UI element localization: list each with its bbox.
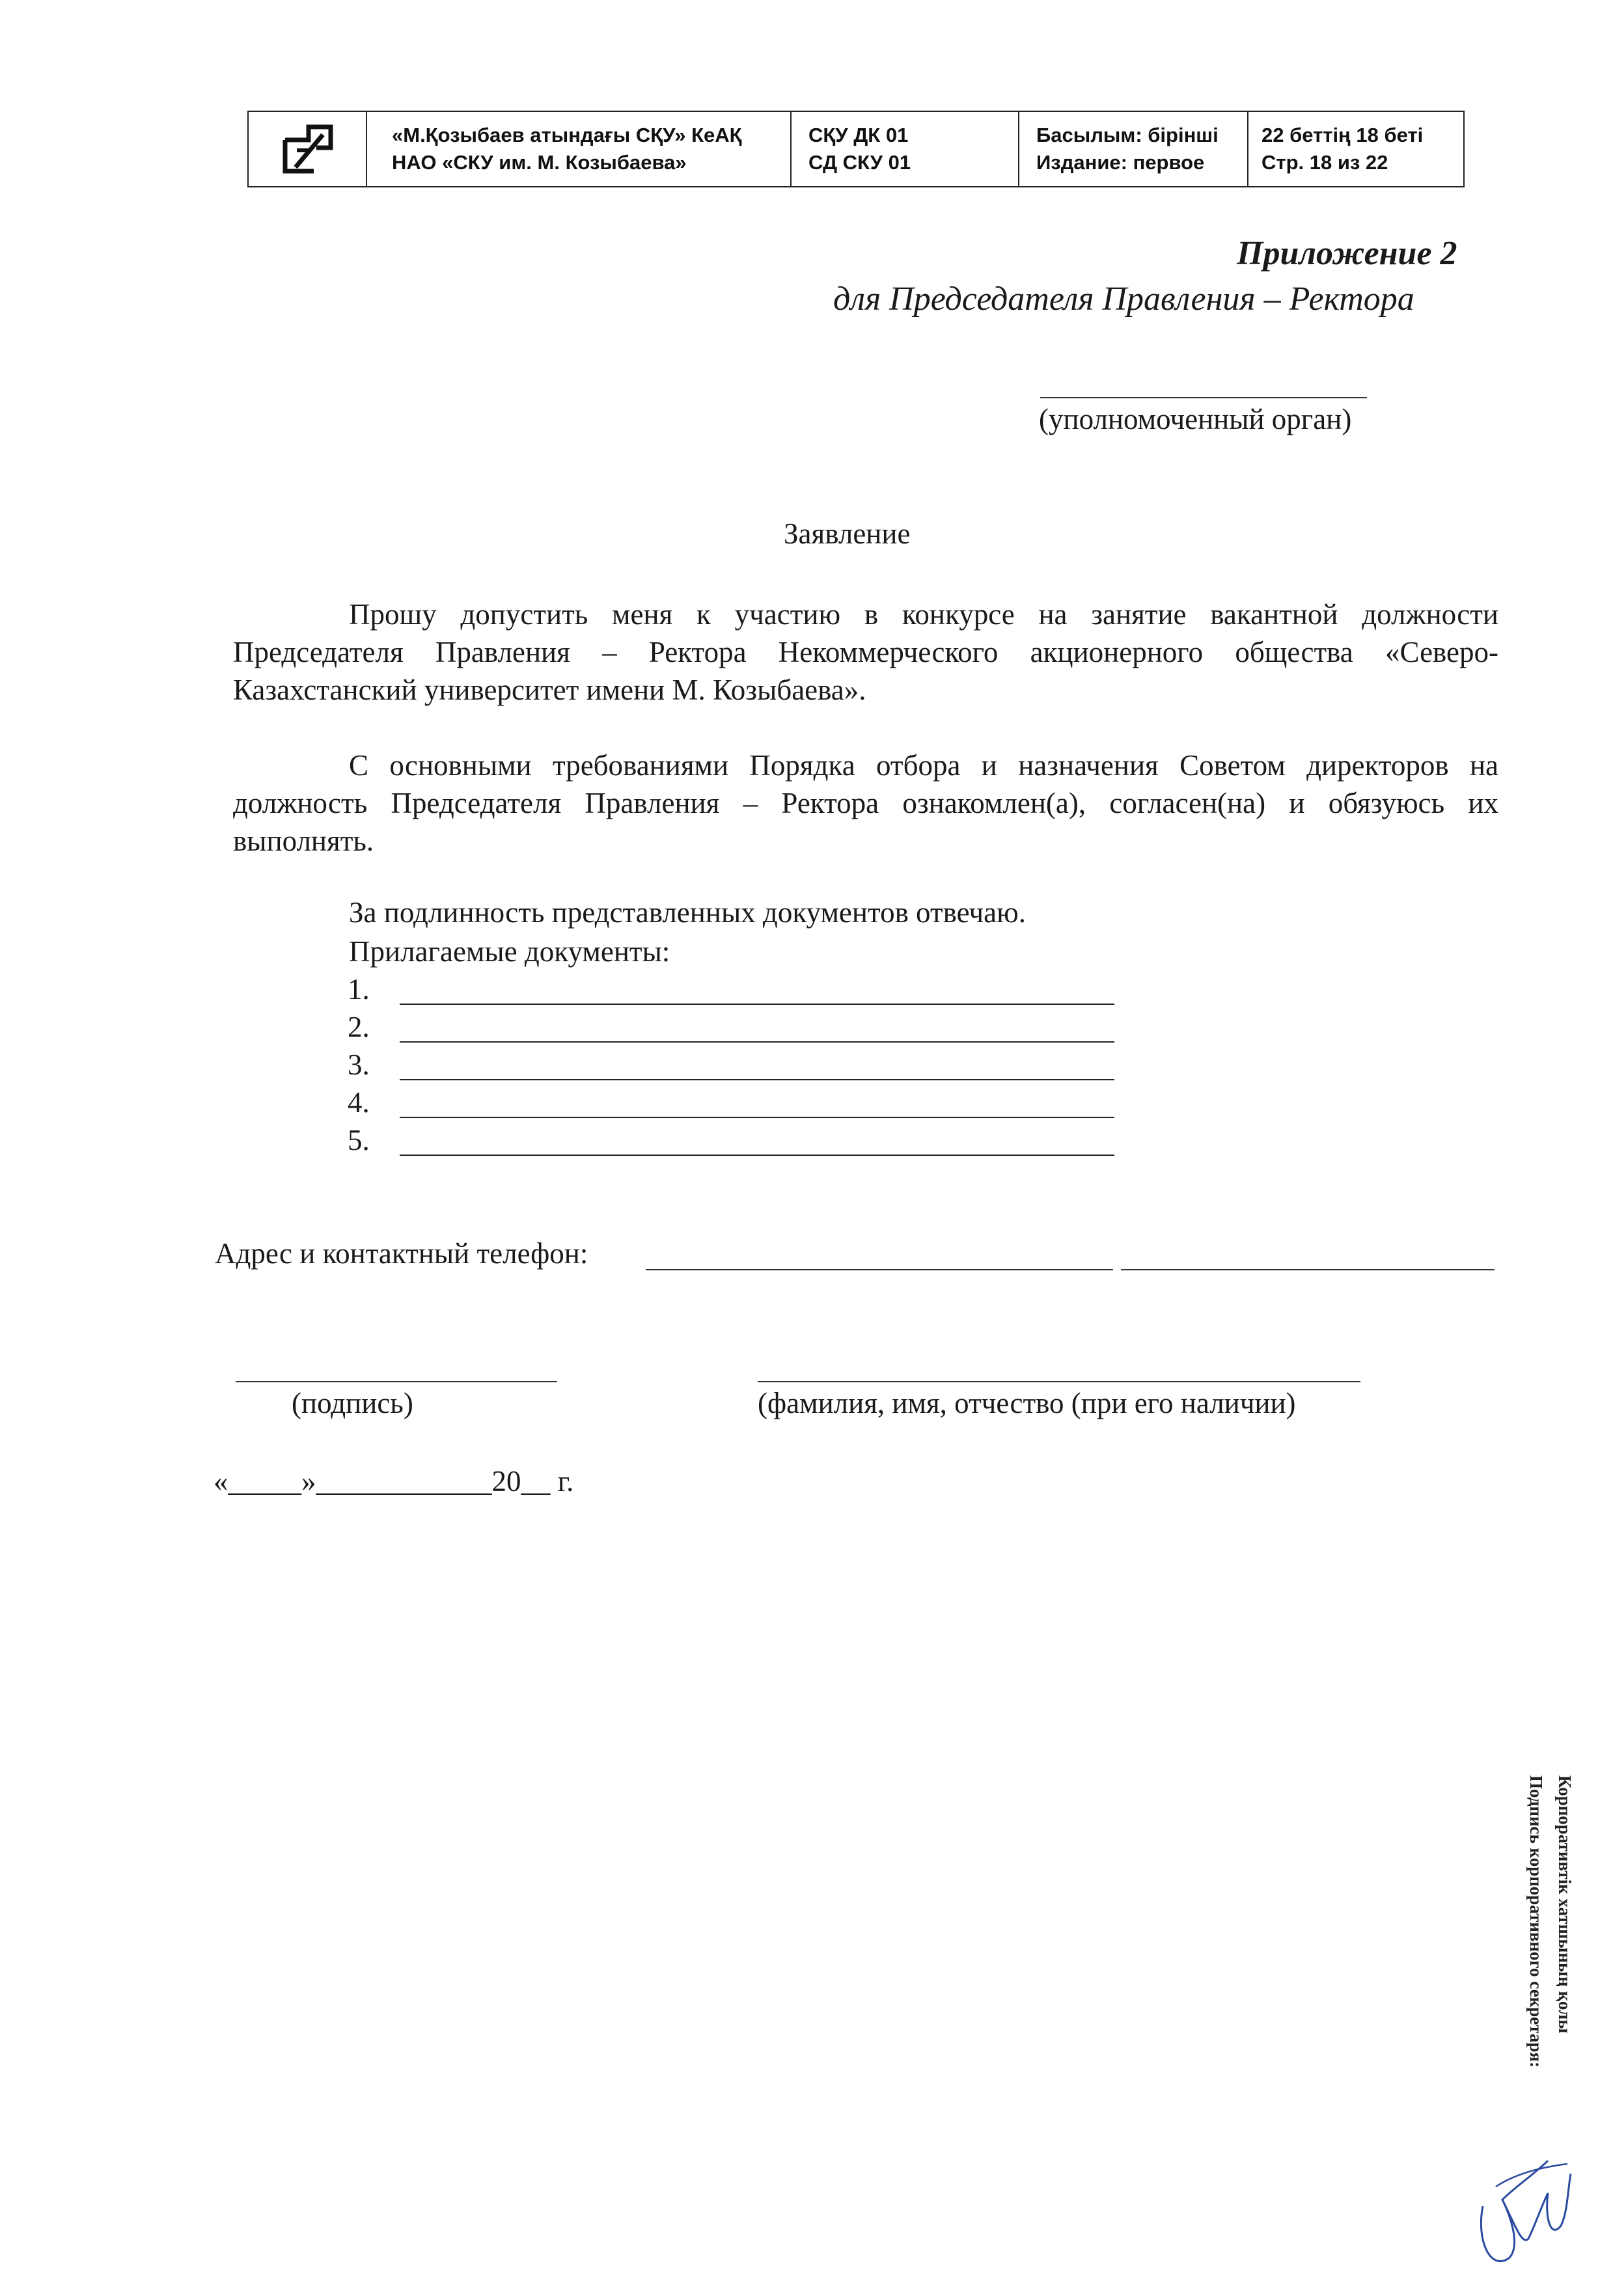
attachment-blank-line [400,1079,1114,1080]
document-header-table [247,111,1465,187]
page-number-ru: Стр. 18 из 22 [1261,151,1388,174]
org-name-kz: «М.Қозыбаев атындағы СҚУ» КеАҚ [392,124,742,146]
doc-code-cell [792,112,1019,186]
paragraph-requirements: С основными требованиями Порядка отбора и назначения Советом директоров на должность Председателя Правления – Ректора ознакомлен(а), согласен(на) и обязуюсь их выполнять. [233,749,1498,857]
authority-label: (уполномоченный орган) [1039,403,1352,435]
doc-code-kz: СҚУ ДК 01 [808,124,909,146]
edition-ru: Издание: первое [1036,151,1205,174]
annex-title: Приложение 2 [1237,235,1457,272]
address-label: Адрес и контактный телефон: [215,1237,588,1270]
attachment-number: 5. [348,1124,370,1156]
fullname-blank-line [758,1381,1360,1382]
signature-blank-line [236,1381,557,1382]
attachment-number: 4. [348,1086,370,1119]
edition-kz: Басылым: бірінші [1036,124,1219,146]
attachment-blank-line [400,1004,1114,1005]
page-number-cell [1248,112,1463,186]
paragraph-request: Прошу допустить меня к участию в конкурсе на занятие вакантной должности Председателя Правления – Ректора Некоммерческого акционерного общества «Северо-Казахстанский университет имени М. Козыбаева». [233,598,1498,706]
handwritten-signature [1470,2148,1580,2284]
edition-cell [1019,112,1248,186]
attachment-number: 3. [348,1048,370,1081]
corporate-secretary-label-kz: Корпоративтік хатшының қолы [1555,1775,1575,2034]
address-blank-line [646,1269,1113,1270]
phone-blank-line [1121,1269,1495,1270]
attachment-blank-line [400,1155,1114,1156]
attachment-number: 1. [348,973,370,1005]
signature-label: (подпись) [292,1387,413,1419]
attachments-heading: Прилагаемые документы: [349,935,670,968]
page-number-kz: 22 беттің 18 беті [1261,124,1424,146]
attachment-number: 2. [348,1011,370,1043]
attachment-blank-line [400,1117,1114,1118]
doc-code-ru: СД СКУ 01 [808,151,911,174]
corporate-secretary-label-ru: Подпись корпоративного секретаря: [1526,1775,1546,2068]
org-name-ru: НАО «СКУ им. М. Козыбаева» [392,151,687,174]
annex-subtitle: для Председателя Правления – Ректора [833,280,1414,318]
date-line: «_____»____________20__ г. [214,1465,574,1497]
document-title: Заявление [784,517,911,550]
paragraph-authenticity: За подлинность представленных документов отвечаю. [349,896,1026,929]
organization-cell [367,112,792,186]
logo-cell [249,112,367,186]
authority-blank-line [1040,397,1367,398]
attachment-blank-line [400,1041,1114,1043]
university-logo-icon [280,122,335,176]
corporate-secretary-note [1522,1775,1579,2068]
fullname-label: (фамилия, имя, отчество (при его наличии) [758,1387,1296,1419]
